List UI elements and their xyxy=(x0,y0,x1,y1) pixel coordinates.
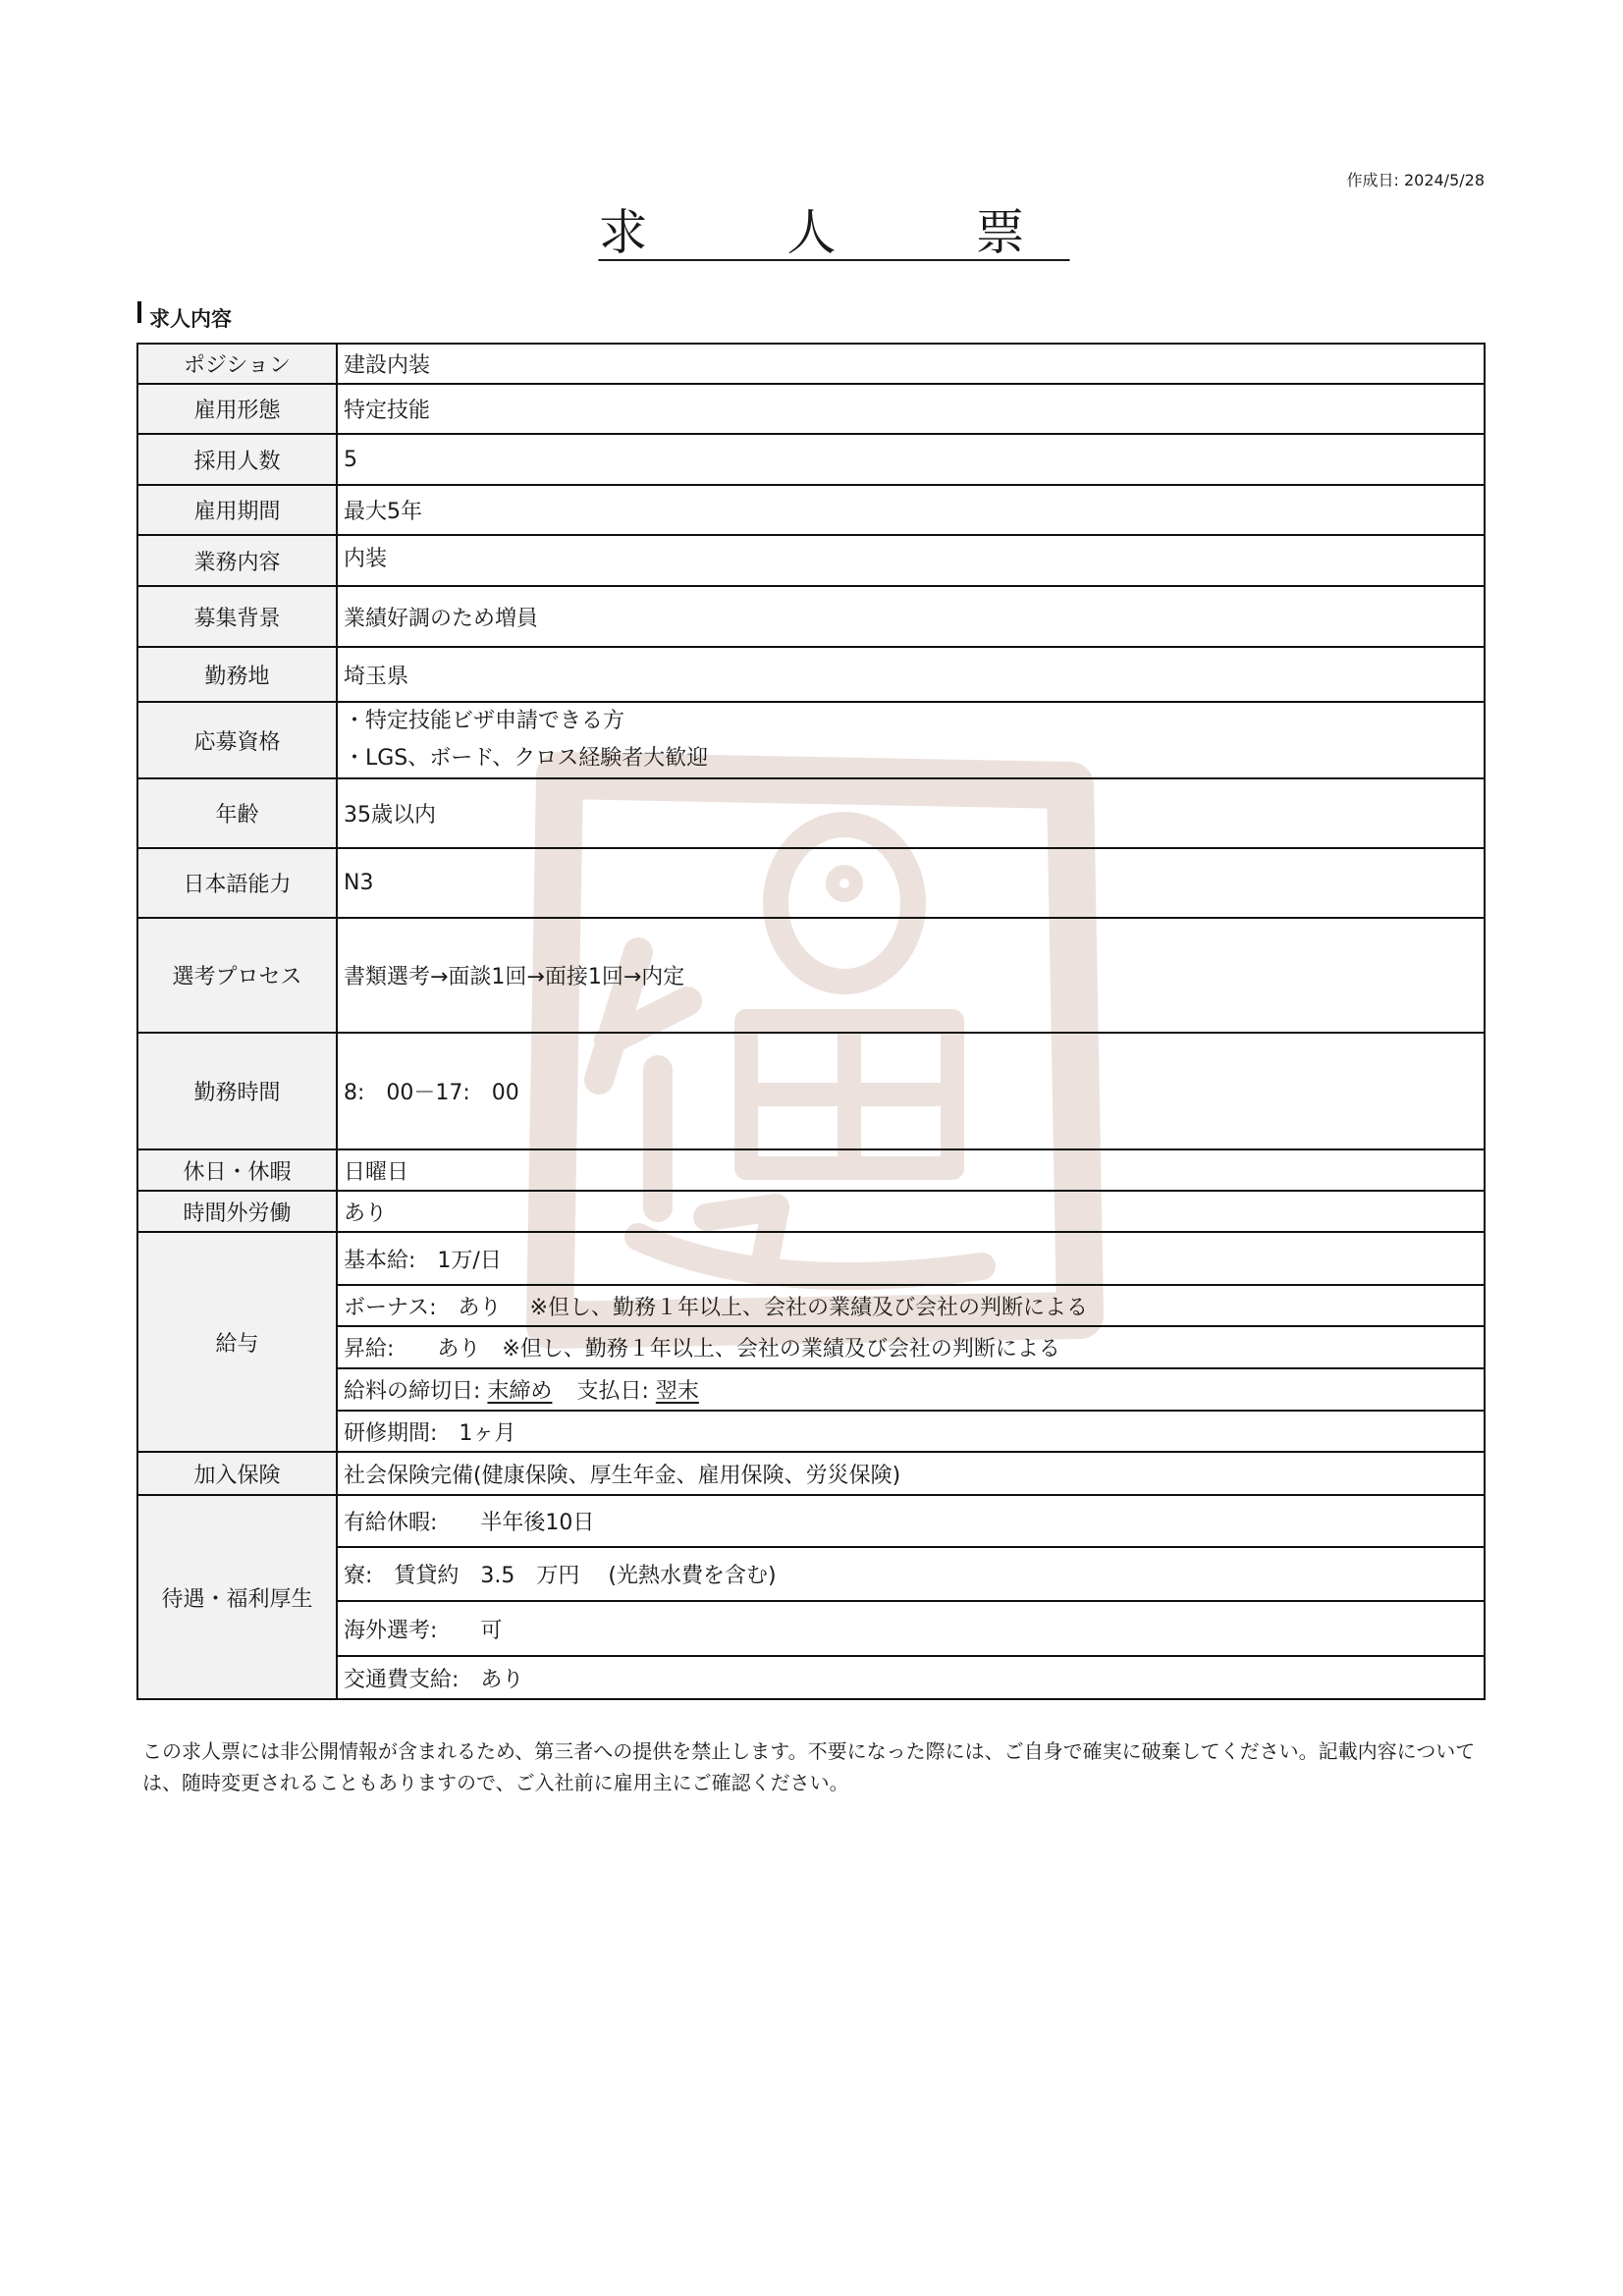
row-holidays xyxy=(137,1149,1485,1191)
row-label: 待遇・福利厚生 xyxy=(137,1495,337,1699)
job-details-table xyxy=(136,343,1486,1700)
row-employment-period xyxy=(137,485,1485,535)
date-value: 2024/5/28 xyxy=(1403,171,1485,189)
row-salary-closing xyxy=(137,1368,1485,1411)
welfare-leave: 有給休暇: 半年後10日 xyxy=(337,1495,1485,1547)
row-label: 採用人数 xyxy=(137,434,337,485)
row-label: 勤務地 xyxy=(137,647,337,702)
creation-date xyxy=(1276,168,1485,190)
row-label: 時間外労働 xyxy=(137,1191,337,1232)
salary-bonus: ボーナス: あり ※但し、勤務１年以上、会社の業績及び会社の判断による xyxy=(337,1285,1485,1326)
row-value xyxy=(337,702,1485,778)
row-headcount xyxy=(137,434,1485,485)
row-salary-training xyxy=(137,1411,1485,1452)
row-welfare-dorm xyxy=(137,1547,1485,1601)
row-insurance xyxy=(137,1452,1485,1495)
row-value: 35歳以内 xyxy=(337,778,1485,848)
row-salary-bonus xyxy=(137,1285,1485,1326)
row-age xyxy=(137,778,1485,848)
payday-value: 翌末 xyxy=(655,1379,699,1404)
row-welfare-leave xyxy=(137,1495,1485,1547)
row-value: N3 xyxy=(337,848,1485,918)
welfare-transport: 交通費支給: あり xyxy=(337,1656,1485,1699)
row-qualifications xyxy=(137,702,1485,778)
salary-closing xyxy=(337,1368,1485,1411)
row-label: ポジション xyxy=(137,344,337,384)
row-value: 埼玉県 xyxy=(337,647,1485,702)
row-salary-raise xyxy=(137,1326,1485,1368)
row-employment-type xyxy=(137,384,1485,434)
row-japanese xyxy=(137,848,1485,918)
row-label: 給与 xyxy=(137,1232,337,1452)
row-label: 雇用形態 xyxy=(137,384,337,434)
row-value: 書類選考→面談1回→面接1回→内定 xyxy=(337,918,1485,1033)
closing-value: 末締め xyxy=(487,1379,553,1404)
qualification-line: ・LGS、ボード、クロス経験者大歓迎 xyxy=(344,746,709,771)
date-label: 作成日: xyxy=(1346,171,1399,189)
row-label: 年齢 xyxy=(137,778,337,848)
row-value: 業績好調のため増員 xyxy=(337,586,1485,647)
row-label: 募集背景 xyxy=(137,586,337,647)
row-value: 社会保険完備(健康保険、厚生年金、雇用保険、労災保険) xyxy=(337,1452,1485,1495)
row-value: あり xyxy=(337,1191,1485,1232)
row-value: 5 xyxy=(337,434,1485,485)
closing-label: 給料の締切日: xyxy=(344,1379,481,1404)
row-selection xyxy=(137,918,1485,1033)
row-label: 応募資格 xyxy=(137,702,337,778)
salary-base: 基本給: 1万/日 xyxy=(337,1232,1485,1285)
row-label: 加入保険 xyxy=(137,1452,337,1495)
payday-label: 支払日: xyxy=(576,1379,649,1404)
salary-training: 研修期間: 1ヶ月 xyxy=(337,1411,1485,1452)
row-welfare-transport xyxy=(137,1656,1485,1699)
row-label: 日本語能力 xyxy=(137,848,337,918)
qualification-line: ・特定技能ビザ申請できる方 xyxy=(344,709,625,733)
row-value: 内装 xyxy=(337,535,1485,586)
row-overtime xyxy=(137,1191,1485,1232)
row-value: 8: 00－17: 00 xyxy=(337,1033,1485,1149)
row-value: 日曜日 xyxy=(337,1149,1485,1191)
salary-raise: 昇給: あり ※但し、勤務１年以上、会社の業績及び会社の判断による xyxy=(337,1326,1485,1368)
row-job-content xyxy=(137,535,1485,586)
row-label: 業務内容 xyxy=(137,535,337,586)
row-label: 休日・休暇 xyxy=(137,1149,337,1191)
welfare-overseas: 海外選考: 可 xyxy=(337,1601,1485,1656)
page-title: 求 人 票 xyxy=(598,204,1070,261)
row-value: 最大5年 xyxy=(337,485,1485,535)
row-welfare-overseas xyxy=(137,1601,1485,1656)
row-background xyxy=(137,586,1485,647)
section-title: 求人内容 xyxy=(137,303,232,333)
row-label: 雇用期間 xyxy=(137,485,337,535)
row-value: 建設内装 xyxy=(337,344,1485,384)
row-hours xyxy=(137,1033,1485,1149)
row-location xyxy=(137,647,1485,702)
welfare-dorm: 寮: 賃貸約 3.5 万円 (光熱水費を含む) xyxy=(337,1547,1485,1601)
row-salary-base xyxy=(137,1232,1485,1285)
row-label: 勤務時間 xyxy=(137,1033,337,1149)
row-position xyxy=(137,344,1485,384)
row-value: 特定技能 xyxy=(337,384,1485,434)
confidentiality-note: この求人票には非公開情報が含まれるため、第三者への提供を禁止します。不要になった際には、ご自身で確実に破棄してください。記載内容については、随時変更されることもありますので、ご入社前に雇用主にご確認ください。 xyxy=(142,1739,1476,1794)
row-label: 選考プロセス xyxy=(137,918,337,1033)
